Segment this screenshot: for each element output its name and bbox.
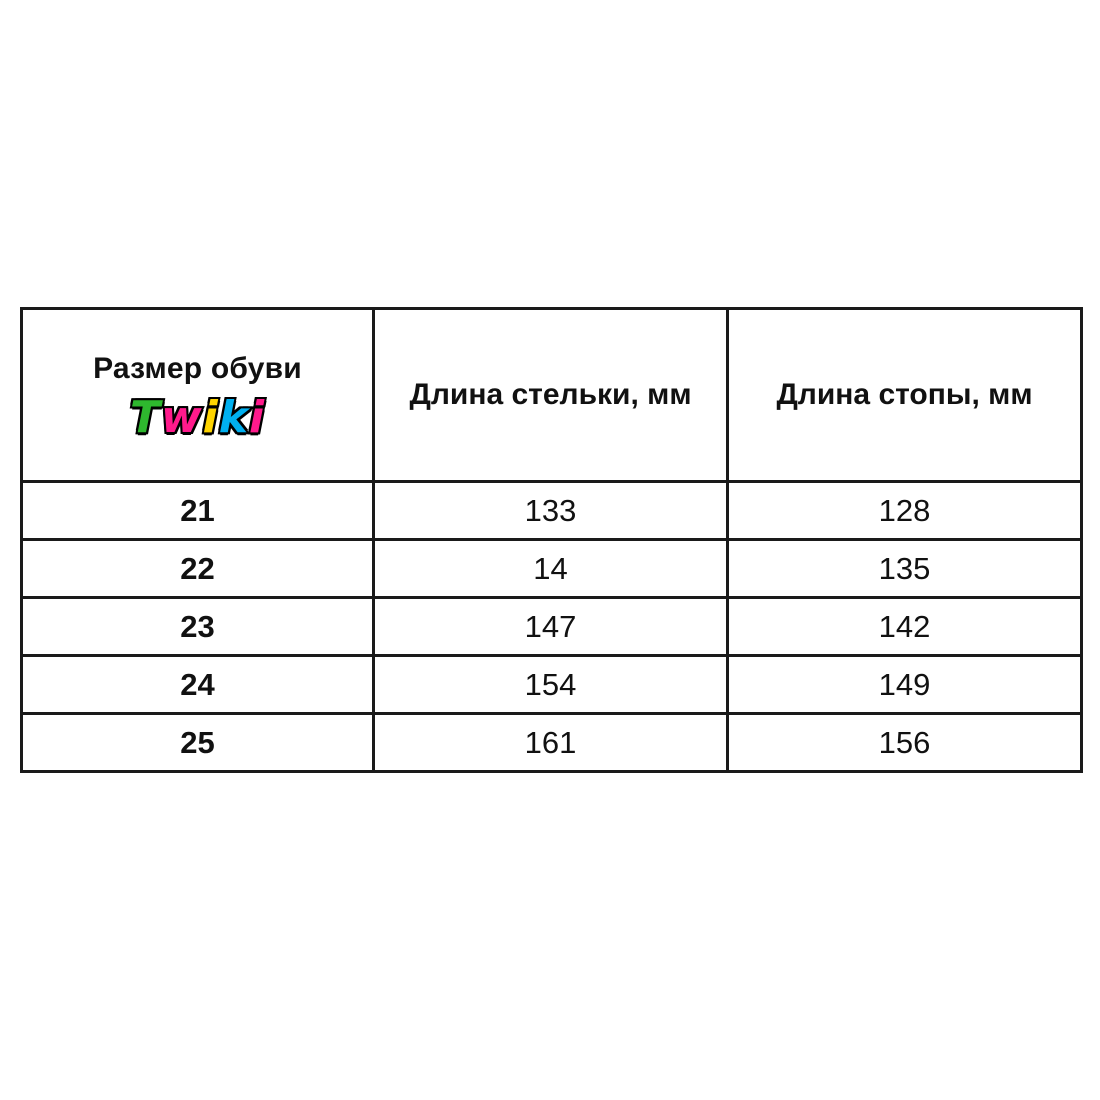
logo-letter-5: i: [248, 391, 266, 443]
size-chart-container: [20, 307, 1080, 773]
header-cell-size: [22, 309, 374, 482]
cell-insole: 14: [374, 540, 728, 598]
cell-insole: 154: [374, 656, 728, 714]
table-row: [22, 656, 1082, 714]
brand-logo: [33, 391, 362, 443]
cell-foot: 149: [728, 656, 1082, 714]
cell-insole: 147: [374, 598, 728, 656]
header-cell-foot-length: Длина стопы, мм: [728, 309, 1082, 482]
cell-insole: 161: [374, 714, 728, 772]
header-cell-insole-length: Длина стельки, мм: [374, 309, 728, 482]
cell-foot: 135: [728, 540, 1082, 598]
table-row: [22, 598, 1082, 656]
logo-letter-4: k: [218, 391, 249, 443]
cell-foot: 128: [728, 482, 1082, 540]
cell-size: 24: [22, 656, 374, 714]
table-header-row: [22, 309, 1082, 482]
twiki-logo-icon: [129, 391, 266, 443]
cell-insole: 133: [374, 482, 728, 540]
table-row: [22, 714, 1082, 772]
cell-foot: 156: [728, 714, 1082, 772]
shoe-size-table: [20, 307, 1083, 773]
table-row: [22, 482, 1082, 540]
cell-size: 22: [22, 540, 374, 598]
header-label-size: Размер обуви: [93, 352, 302, 386]
logo-letter-1: T: [129, 391, 161, 443]
logo-letter-2: w: [160, 391, 203, 443]
cell-foot: 142: [728, 598, 1082, 656]
cell-size: 21: [22, 482, 374, 540]
table-row: [22, 540, 1082, 598]
logo-letter-3: i: [202, 391, 219, 443]
cell-size: 25: [22, 714, 374, 772]
cell-size: 23: [22, 598, 374, 656]
